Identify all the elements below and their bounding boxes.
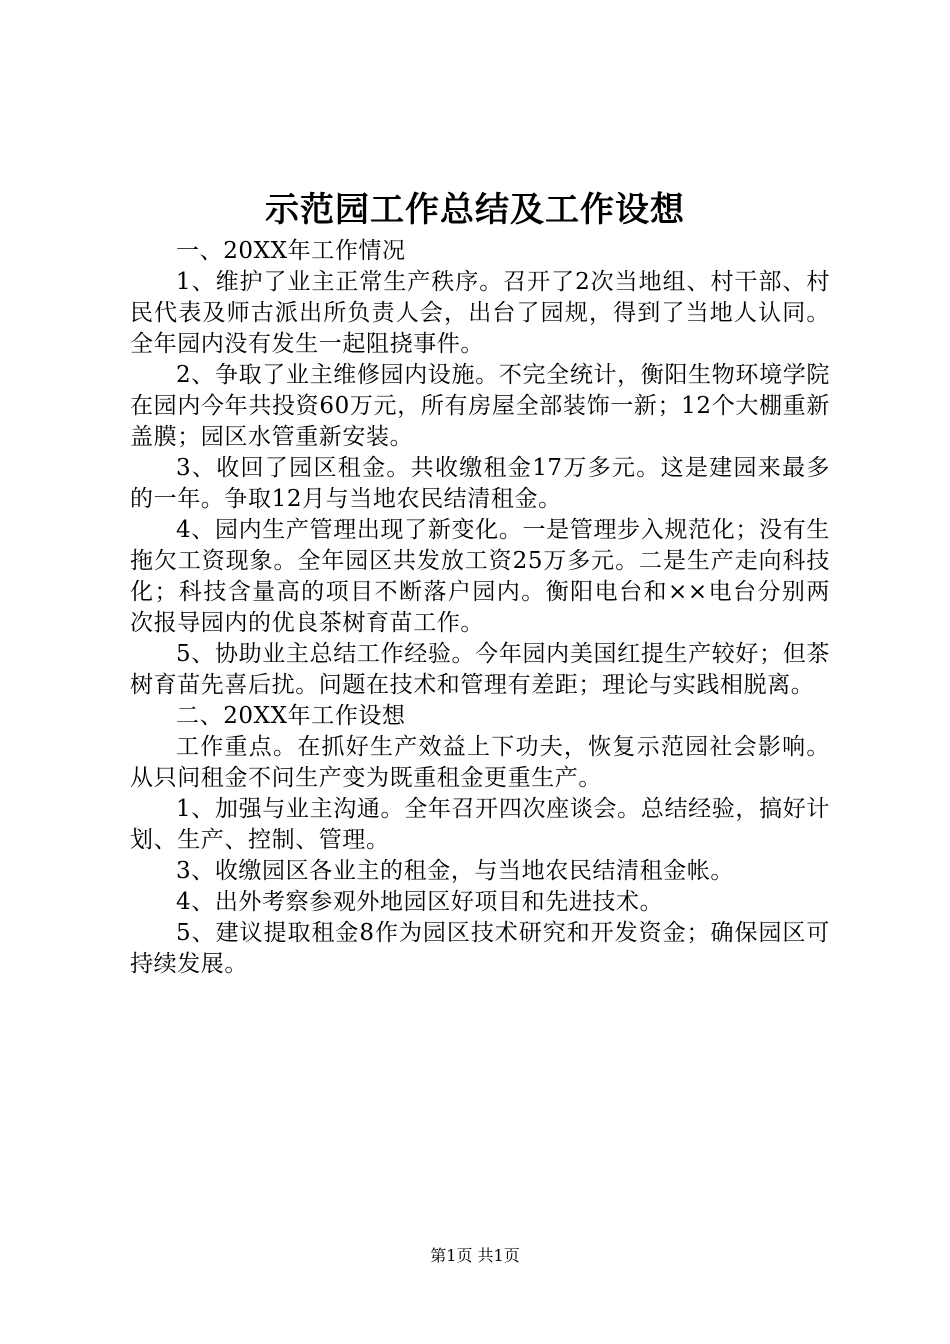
paragraph: 工作重点。在抓好生产效益上下功夫，恢复示范园社会影响。从只问租金不问生产变为既重租金更重生产。	[130, 734, 830, 791]
paragraph: 4、出外考察参观外地园区好项目和先进技术。	[176, 889, 664, 915]
document-body	[130, 236, 830, 980]
paragraph: 4、园内生产管理出现了新变化。一是管理步入规范化；没有生拖欠工资现象。全年园区共发放工资25万多元。二是生产走向科技化；科技含量高的项目不断落户园内。衡阳电台和××电台分别两次报导园内的优良茶树育苗工作。	[130, 517, 830, 636]
paragraph: 1、维护了业主正常生产秩序。召开了2次当地组、村干部、村民代表及师古派出所负责人会，出台了园规，得到了当地人认同。全年园内没有发生一起阻挠事件。	[130, 269, 830, 357]
paragraph: 3、收回了园区租金。共收缴租金17万多元。这是建园来最多的一年。争取12月与当地农民结清租金。	[130, 455, 830, 512]
paragraph: 5、协助业主总结工作经验。今年园内美国红提生产较好；但茶树育苗先喜后扰。问题在技术和管理有差距；理论与实践相脱离。	[130, 641, 830, 698]
paragraph: 1、加强与业主沟通。全年召开四次座谈会。总结经验，搞好计划、生产、控制、管理。	[130, 796, 830, 853]
paragraph: 2、争取了业主维修园内设施。不完全统计，衡阳生物环境学院在园内今年共投资60万元，所有房屋全部装饰一新；12个大棚重新盖膜；园区水管重新安装。	[130, 362, 830, 450]
section-heading: 一、20XX年工作情况	[176, 238, 406, 264]
page-footer: 第1页 共1页	[430, 1246, 520, 1265]
paragraph: 5、建议提取租金8作为园区技术研究和开发资金；确保园区可持续发展。	[130, 920, 830, 977]
section-heading: 二、20XX年工作设想	[176, 703, 406, 729]
document-title: 示范园工作总结及工作设想	[265, 190, 685, 230]
paragraph: 3、收缴园区各业主的租金，与当地农民结清租金帐。	[176, 858, 735, 884]
